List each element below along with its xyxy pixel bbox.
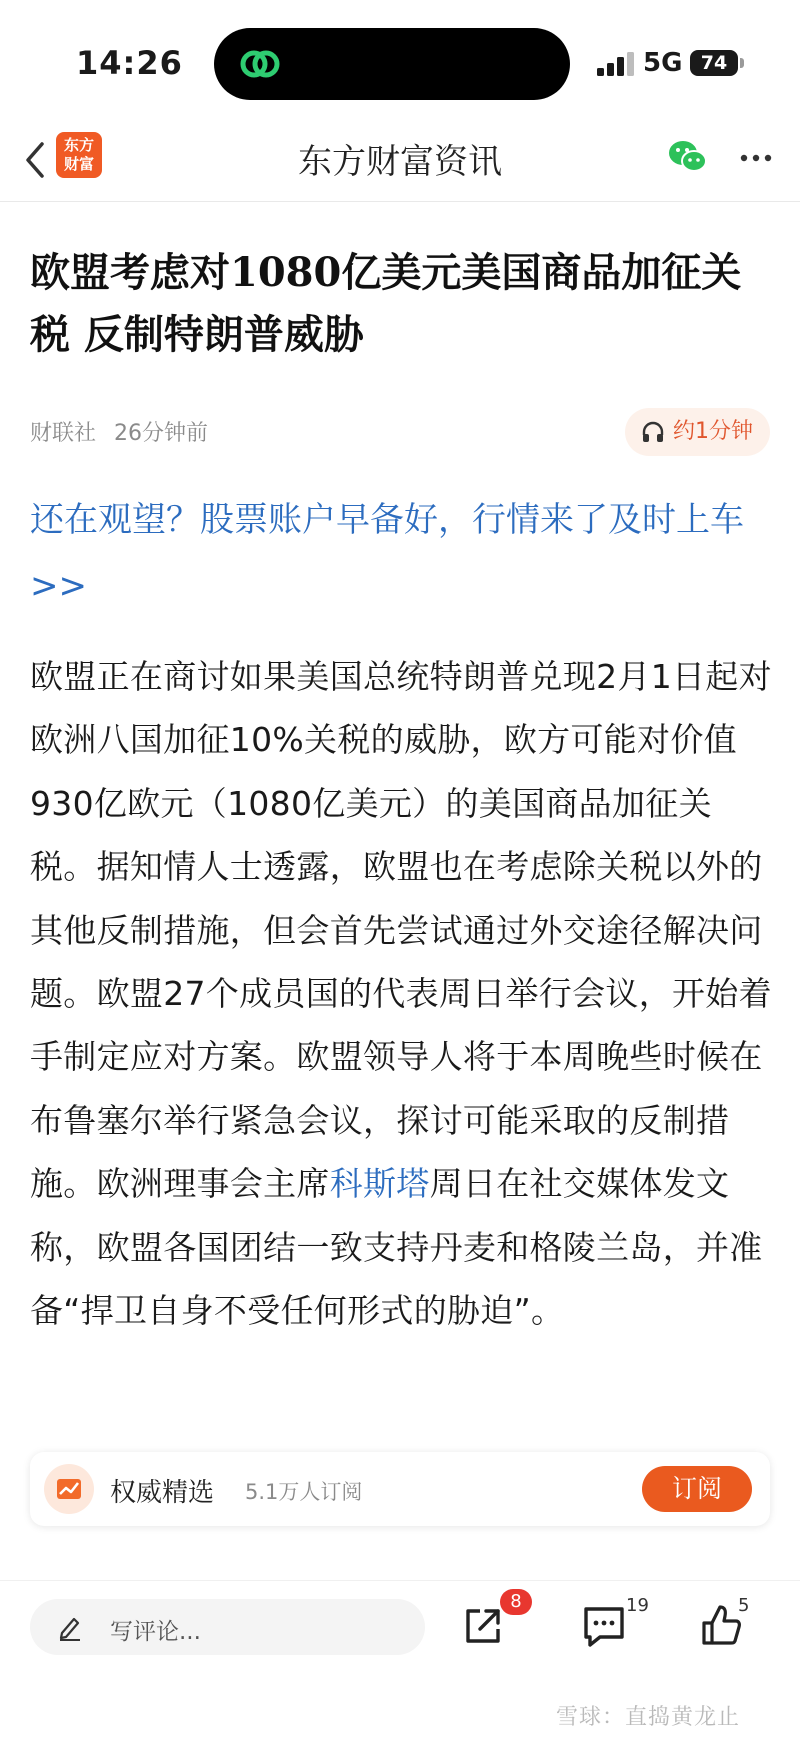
listen-button[interactable] — [625, 408, 770, 456]
logo-text-top: 东方 — [63, 136, 94, 154]
comment-count: 19 — [626, 1595, 649, 1616]
pencil-icon — [56, 1613, 84, 1641]
listen-label: 约1分钟 — [673, 419, 753, 444]
battery-cap — [740, 58, 744, 68]
article-meta — [30, 416, 208, 447]
subscribe-card[interactable] — [30, 1452, 770, 1526]
logo-text-bottom: 财富 — [63, 155, 94, 173]
comment-icon[interactable] — [580, 1603, 628, 1649]
person-link[interactable]: 科斯塔 — [329, 1164, 430, 1204]
more-icon[interactable] — [738, 140, 774, 176]
share-icon[interactable] — [458, 1601, 508, 1651]
subscribe-button[interactable]: 订阅 — [642, 1466, 752, 1512]
promo-link[interactable]: 还在观望？股票账户早备好，行情来了及时上车>> — [30, 500, 744, 606]
page-title: 东方财富资讯 — [298, 142, 502, 182]
battery-icon: 74 — [690, 50, 738, 76]
status-bar — [0, 0, 800, 120]
wechat-icon[interactable] — [666, 138, 710, 176]
watermark: 雪球：直捣黄龙止 — [556, 1705, 741, 1730]
headphones-icon — [641, 420, 665, 444]
share-badge: 8 — [500, 1589, 532, 1615]
dynamic-island — [214, 28, 570, 100]
nav-bar — [0, 120, 800, 202]
channel-name: 权威精选 — [110, 1478, 215, 1508]
comment-input[interactable] — [30, 1599, 425, 1655]
comment-placeholder: 写评论... — [110, 1619, 201, 1645]
article-body-text: 欧盟正在商讨如果美国总统特朗普兑现2月1日起对欧洲八国加征10%关税的威胁，欧方可能对价值930亿欧元（1080亿美元）的美国商品加征关税。据知情人士透露，欧盟也在考虑除关税以外的其他反制措施，但会首先尝试通过外交途径解决问题。欧盟27个成员国的代表周日举行会议，开始着手制定应对方案。欧盟领导人将于本周晚些时候在布鲁塞尔举行紧急会议，探讨可能采取的反制措施。欧洲理事会主席 — [30, 657, 772, 1204]
article-body — [30, 645, 775, 1342]
like-count: 5 — [738, 1595, 750, 1616]
status-time: 14:26 — [76, 44, 183, 82]
network-type: 5G — [643, 48, 683, 78]
article-time: 26分钟前 — [114, 421, 209, 446]
article-body-text-end: 周日在社交媒体发文称，欧盟各国团结一致支持丹麦和格陵兰岛，并准备“捍卫自身不受任何形式的胁迫”。 — [30, 1164, 763, 1331]
article-source[interactable]: 财联社 — [30, 421, 97, 446]
signal-icon — [597, 52, 637, 76]
trend-chart-icon — [44, 1464, 94, 1514]
subscriber-count: 5.1万人订阅 — [245, 1480, 363, 1504]
link-icon — [236, 42, 284, 86]
article-title: 欧盟考虑对1080亿美元美国商品加征关税 反制特朗普威胁 — [30, 249, 742, 358]
